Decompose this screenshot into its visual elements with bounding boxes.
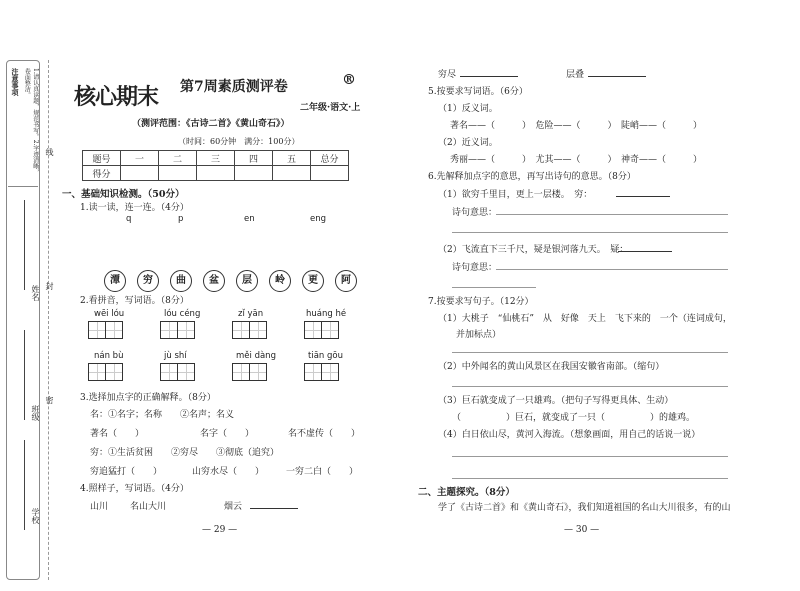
score-cell[interactable] [159, 166, 197, 181]
q4-example: 名山大川 [130, 502, 167, 512]
scope-label: （测评范围：《古诗二首》《黄山奇石》） [132, 119, 290, 129]
q3-def-2: 穷：①生活贫困 ②穷尽 ③彻底（追究） [90, 448, 280, 458]
q1-char[interactable]: 盆 [203, 270, 225, 292]
q1-char[interactable]: 层 [236, 270, 258, 292]
score-header: 一 [121, 151, 159, 166]
name-label: 姓名 [31, 285, 40, 301]
q3-item[interactable]: 名字（ ） [200, 429, 255, 439]
q3-item[interactable]: 山穷水尽（ ） [192, 467, 265, 477]
q1-char[interactable]: 曲 [170, 270, 192, 292]
cut-line [48, 60, 49, 580]
q3-prompt: 3.选择加点字的正确解释。（8分） [80, 393, 216, 403]
sidebar-divider [8, 186, 38, 187]
q5-synonyms[interactable]: 秀丽——（ ） 尤其——（ ） 神奇——（ ） [450, 155, 703, 165]
q5-sub: （2）近义词。 [438, 138, 498, 148]
q2-grid[interactable] [160, 363, 194, 384]
q6-line: （1）欲穷千里目，更上一层楼。 穷： [438, 190, 593, 200]
brand-logo: 核心期末 [74, 85, 159, 110]
q3-item[interactable]: 名不虚传（ ） [288, 429, 361, 439]
q1-char[interactable]: 阿 [335, 270, 357, 292]
score-header: 四 [235, 151, 273, 166]
q1-char[interactable]: 潭 [104, 270, 126, 292]
q1-char[interactable]: 岭 [269, 270, 291, 292]
q2-grid[interactable] [304, 321, 338, 342]
score-table [82, 150, 349, 181]
q7-item: （4）白日依山尽，黄河入海流。（想象画面，用自己的话说一说） [438, 430, 701, 440]
score-cell[interactable] [121, 166, 159, 181]
q2-grid[interactable] [88, 363, 122, 384]
q6-mean-line[interactable] [496, 269, 728, 270]
q6-mean-label: 诗句意思： [452, 263, 498, 273]
notice-title: 注意事项 [11, 68, 20, 96]
q1-char-row [104, 270, 368, 292]
q3-item[interactable]: 一穷二白（ ） [286, 467, 359, 477]
q2-grid[interactable] [304, 363, 338, 384]
sec2-text: 学了《古诗二首》和《黄山奇石》，我们知道祖国的名山大川很多，有的山 [438, 503, 731, 513]
q6-mean-line[interactable] [452, 232, 728, 233]
q4-answer-line[interactable] [250, 508, 298, 509]
score-row-label: 得分 [83, 166, 121, 181]
q7-answer-line[interactable] [452, 478, 728, 479]
q2-pinyin: huáng hé [306, 309, 347, 319]
q2-grid[interactable] [232, 363, 266, 384]
class-field[interactable] [24, 330, 25, 420]
q2-grid[interactable] [88, 321, 122, 342]
q7-item: （1）大桃子 “仙桃石” 从 好像 天上 飞下来的 一个（连词成句， [438, 314, 732, 324]
q7-item: （2）中外闻名的黄山风景区在我国安徽省南部。（缩句） [438, 362, 665, 372]
q2-pinyin: lóu céng [164, 309, 201, 319]
q7-answer-line[interactable] [452, 386, 728, 387]
page-number-right: — 30 — [564, 525, 600, 535]
q6-answer-line[interactable] [616, 196, 670, 197]
q1-pinyin: eng [310, 214, 327, 224]
q7-item-cont: 并加标点） [456, 330, 502, 340]
name-field[interactable] [24, 200, 25, 290]
q4-prompt: 4.照样子，写词语。（4分） [80, 484, 189, 494]
r-word: 穷尽 [438, 70, 457, 80]
q7-item: （3）巨石就变成了一只雄鸡。（把句子写得更具体、生动） [438, 396, 674, 406]
q6-prompt: 6.先解释加点字的意思，再写出诗句的意思。（8分） [428, 172, 636, 182]
q2-prompt: 2.看拼音，写词语。（8分） [80, 296, 189, 306]
score-header: 总分 [311, 151, 349, 166]
score-header: 五 [273, 151, 311, 166]
q1-pinyin: p [178, 214, 184, 224]
q1-pinyin: en [244, 214, 255, 224]
time-score: （时间：60分钟 满分：100分） [178, 137, 300, 146]
score-cell[interactable] [311, 166, 349, 181]
q6-mean-line[interactable] [496, 214, 728, 215]
page-title: 第7周素质测评卷 [180, 79, 288, 95]
q7-prompt: 7.按要求写句子。（12分） [428, 297, 534, 307]
q1-prompt: 1.读一读，连一连。（4分） [80, 203, 189, 213]
q5-sub: （1）反义词。 [438, 104, 498, 114]
q6-answer-line[interactable] [618, 251, 672, 252]
q3-item[interactable]: 著名（ ） [90, 429, 145, 439]
school-label: 学校 [31, 508, 40, 524]
q2-pinyin: wēi lóu [94, 309, 125, 319]
r-answer-line[interactable] [588, 76, 646, 77]
cut-mark-feng: 封 [45, 282, 54, 290]
q6-line: （2）飞流直下三千尺，疑是银河落九天。 疑： [438, 245, 629, 255]
notice-text: 1.请认真读题，规范书写。2.字迹清晰，卷面整洁。 [23, 68, 39, 176]
score-cell[interactable] [197, 166, 235, 181]
q2-pinyin: tiān gōu [308, 351, 343, 361]
grade-label: 二年级·语文·上 [300, 103, 361, 113]
score-header: 三 [197, 151, 235, 166]
q4-word: 烟云 [224, 502, 243, 512]
cut-mark-xian: 线 [45, 148, 54, 156]
q7-fill[interactable]: （ ）巨石，就变成了一只（ ）的雄鸡。 [452, 413, 696, 423]
class-label: 班级 [31, 405, 40, 421]
q2-grid[interactable] [232, 321, 266, 342]
school-field[interactable] [24, 440, 25, 530]
section-2-heading: 二、主题探究。（8分） [418, 487, 515, 498]
page-number-left: — 29 — [202, 525, 238, 535]
q3-item[interactable]: 穷追猛打（ ） [90, 467, 163, 477]
q2-grid[interactable] [160, 321, 194, 342]
q1-char[interactable]: 穷 [137, 270, 159, 292]
q5-antonyms[interactable]: 著名——（ ） 危险——（ ） 陡峭——（ ） [450, 121, 703, 131]
score-cell[interactable] [273, 166, 311, 181]
q4-example: 山川 [90, 502, 109, 512]
q2-pinyin: měi dàng [236, 351, 276, 361]
registered-mark: ® [342, 72, 356, 88]
q6-mean-line[interactable] [452, 287, 536, 288]
score-header: 二 [159, 151, 197, 166]
q1-char[interactable]: 更 [302, 270, 324, 292]
r-word: 层叠 [566, 70, 585, 80]
q7-answer-line[interactable] [452, 456, 728, 457]
score-cell[interactable] [235, 166, 273, 181]
r-answer-line[interactable] [460, 76, 518, 77]
section-1-heading: 一、基础知识检测。（50分） [62, 189, 185, 200]
q6-mean-label: 诗句意思： [452, 208, 498, 218]
q2-pinyin: jù shí [164, 351, 187, 361]
q7-answer-line[interactable] [452, 352, 728, 353]
q2-pinyin: zǐ yān [238, 309, 264, 319]
q1-pinyin: q [126, 214, 132, 224]
cut-mark-mi: 密 [45, 396, 54, 404]
score-header: 题号 [83, 151, 121, 166]
q2-pinyin: nán bù [94, 351, 124, 361]
q3-def-1: 名：①名字；名称 ②名声；名义 [90, 410, 235, 420]
q5-prompt: 5.按要求写词语。（6分） [428, 87, 528, 97]
